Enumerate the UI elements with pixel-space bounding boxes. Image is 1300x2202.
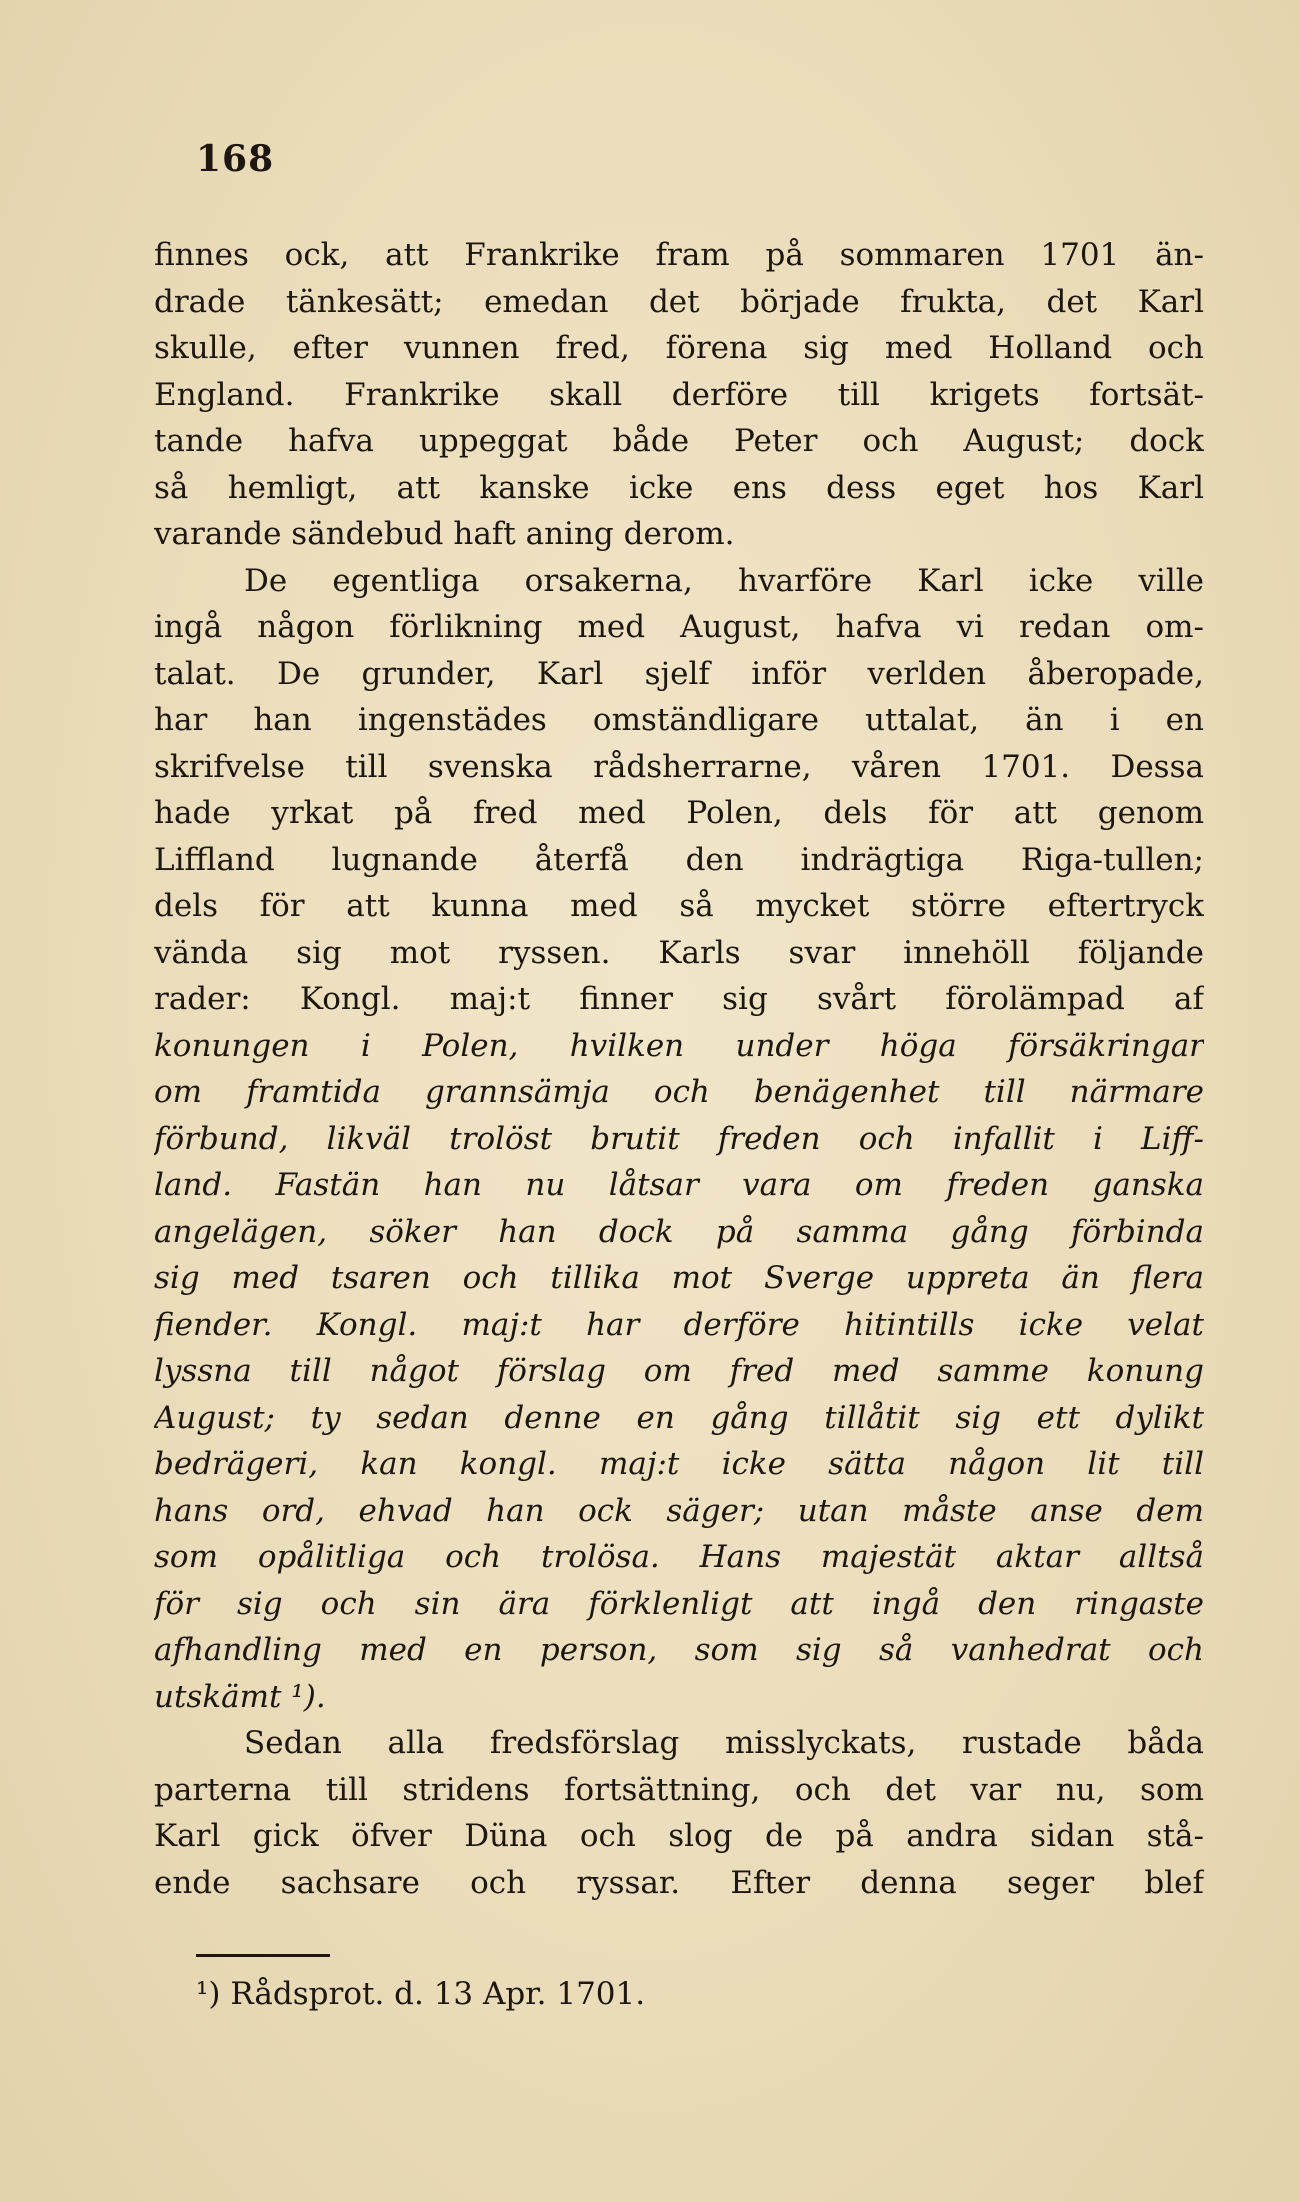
text-line: Karl gick öfver Düna och slog de på andra sidan stå- xyxy=(154,1818,1204,1854)
page-number: 168 xyxy=(196,138,275,180)
text-line: rader: Kongl. maj:t finner sig svårt förolämpad af xyxy=(154,981,1204,1017)
text-line: skrifvelse till svenska rådsherrarne, våren 1701. Dessa xyxy=(154,748,1204,785)
text-line: Sedan alla fredsförslag misslyckats, rustade båda xyxy=(244,1725,1204,1761)
text-line: har han ingenstädes omständligare uttalat, än i en xyxy=(154,702,1204,738)
text-line: land. Fastän han nu låtsar vara om freden ganska xyxy=(154,1167,1204,1203)
text-line: så hemligt, att kanske icke ens dess eget hos Karl xyxy=(154,469,1204,506)
body-text xyxy=(154,232,1204,1906)
text-line: varande sändebud haft aning derom. xyxy=(154,516,735,552)
text-line: sig med tsaren och tillika mot Sverge uppreta än flera xyxy=(154,1260,1204,1296)
text-line: parterna till stridens fortsättning, och det var nu, som xyxy=(154,1771,1204,1808)
text-line: fiender. Kongl. maj:t har derföre hitintills icke velat xyxy=(154,1306,1204,1343)
text-line: finnes ock, att Frankrike fram på sommaren 1701 än- xyxy=(154,237,1204,273)
text-line: ingå någon förlikning med August, hafva vi redan om- xyxy=(154,609,1204,645)
text-line: om framtida grannsämja och benägenhet till närmare xyxy=(154,1074,1204,1110)
text-line: skulle, efter vunnen fred, förena sig med Holland och xyxy=(154,330,1204,366)
footnote-divider xyxy=(196,1954,330,1957)
text-line: August; ty sedan denne en gång tillåtit sig ett dylikt xyxy=(154,1399,1204,1436)
text-line: konungen i Polen, hvilken under höga försäkringar xyxy=(154,1027,1204,1064)
text-line: utskämt ¹). xyxy=(154,1678,326,1715)
text-line: bedrägeri, kan kongl. maj:t icke sätta någon lit till xyxy=(154,1446,1204,1482)
text-line: talat. De grunder, Karl sjelf inför verlden åberopade, xyxy=(154,655,1204,692)
footnote: ¹) Rådsprot. d. 13 Apr. 1701. xyxy=(196,1976,646,2012)
text-line: vända sig mot ryssen. Karls svar innehöll följande xyxy=(154,934,1204,971)
text-line: ende sachsare och ryssar. Efter denna seger blef xyxy=(154,1864,1204,1901)
text-line: angelägen, söker han dock på samma gång förbinda xyxy=(154,1213,1204,1250)
text-line: De egentliga orsakerna, hvarföre Karl icke ville xyxy=(244,562,1204,599)
text-line: England. Frankrike skall derföre till krigets fortsät- xyxy=(154,376,1204,413)
text-line: förbund, likväl trolöst brutit freden och infallit i Liff- xyxy=(154,1120,1204,1157)
text-line: dels för att kunna med så mycket större eftertryck xyxy=(154,888,1204,924)
text-line: lyssna till något förslag om fred med samme konung xyxy=(154,1353,1204,1389)
text-line: Liffland lugnande återfå den indrägtiga Riga-tullen; xyxy=(154,841,1204,878)
text-line: hans ord, ehvad han ock säger; utan måste anse dem xyxy=(154,1492,1204,1529)
text-line: för sig och sin ära förklenligt att ingå den ringaste xyxy=(154,1585,1204,1622)
text-line: hade yrkat på fred med Polen, dels för att genom xyxy=(154,795,1204,831)
text-line: drade tänkesätt; emedan det började frukta, det Karl xyxy=(154,283,1204,320)
text-line: som opålitliga och trolösa. Hans majestät aktar alltså xyxy=(154,1539,1204,1575)
text-line: tande hafva uppeggat både Peter och August; dock xyxy=(154,423,1204,459)
text-line: afhandling med en person, som sig så vanhedrat och xyxy=(154,1632,1204,1668)
